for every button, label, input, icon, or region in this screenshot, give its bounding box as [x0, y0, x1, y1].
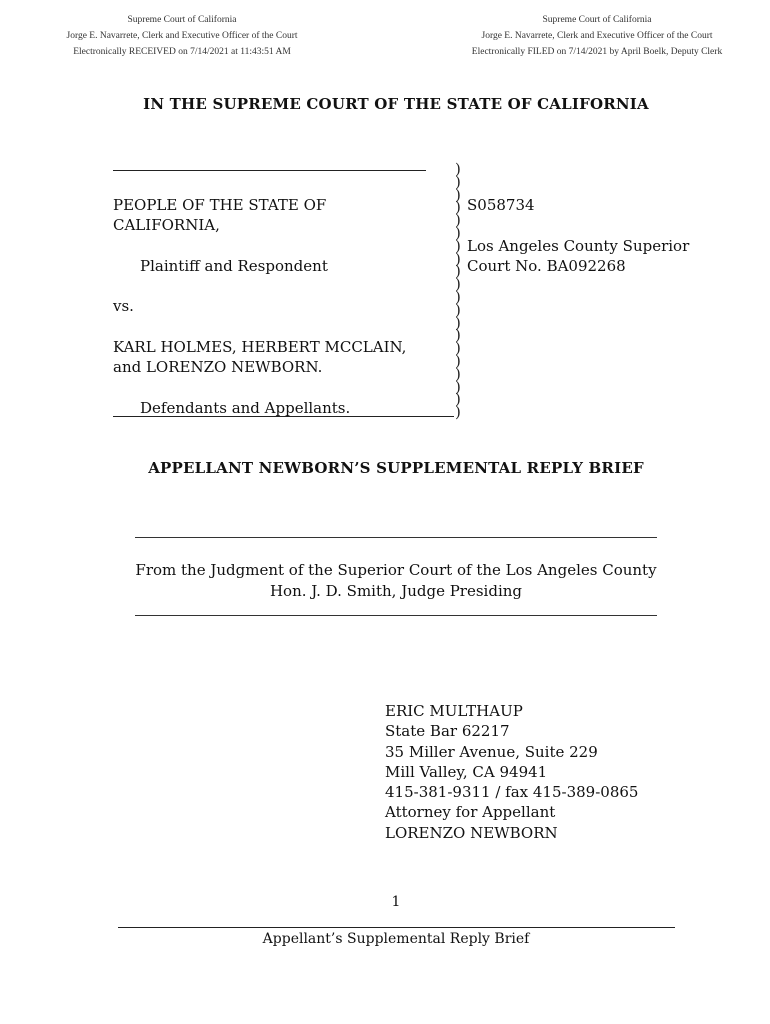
filed-stamp: [447, 12, 747, 60]
origin-block: [0, 560, 770, 602]
attorney-block: [385, 701, 638, 843]
lower-court-line2: Court No. BA092268: [467, 257, 626, 275]
attorney-client: LORENZO NEWBORN: [385, 823, 558, 842]
attorney-name: ERIC MULTHAUP: [385, 702, 523, 720]
received-stamp-court: Supreme Court of California: [127, 15, 237, 25]
filed-stamp-date: Electronically FILED on 7/14/2021 by April Boelk, Deputy Clerk: [471, 47, 723, 57]
origin-top-rule: [135, 537, 657, 538]
origin-line2: Hon. J. D. Smith, Judge Presiding: [269, 582, 523, 600]
caption-paren-column: ) ) ) ) ) ) ) ) ) ) ) ) ) ) ) ) ) ) ) ): [455, 160, 461, 422]
page-number: 1: [391, 894, 401, 910]
court-title: IN THE SUPREME COURT OF THE STATE OF CALIFORNIA: [143, 95, 649, 113]
brief-title: APPELLANT NEWBORN’S SUPPLEMENTAL REPLY BRIEF: [148, 459, 644, 477]
plaintiff-role: Plaintiff and Respondent: [140, 257, 328, 275]
plaintiff-name-line2: CALIFORNIA,: [113, 216, 220, 234]
origin-bottom-rule: [135, 615, 657, 616]
attorney-address2: Mill Valley, CA 94941: [385, 762, 548, 781]
plaintiff-name-line1: PEOPLE OF THE STATE OF: [113, 196, 327, 214]
versus-text: vs.: [113, 297, 134, 315]
origin-line1: From the Judgment of the Superior Court of the Los Angeles County: [135, 561, 657, 579]
attorney-bar-number: State Bar 62217: [385, 722, 510, 741]
received-stamp-date: Electronically RECEIVED on 7/14/2021 at 11:43:51 AM: [73, 47, 291, 57]
defendants-role: Defendants and Appellants.: [140, 399, 351, 417]
lower-court-line1: Los Angeles County Superior: [467, 237, 690, 255]
received-stamp-clerk: Jorge E. Navarrete, Clerk and Executive Officer of the Court: [66, 31, 298, 41]
caption-top-rule: [113, 170, 426, 171]
attorney-address1: 35 Miller Avenue, Suite 229: [385, 742, 598, 761]
defendants-name-line1: KARL HOLMES, HERBERT MCCLAIN,: [113, 338, 407, 356]
attorney-role: Attorney for Appellant: [385, 803, 556, 822]
footer-rule: [118, 927, 675, 928]
filed-stamp-court: Supreme Court of California: [542, 15, 652, 25]
footer-text: Appellant’s Supplemental Reply Brief: [262, 931, 530, 947]
caption-bottom-rule: [113, 416, 454, 417]
received-stamp: [32, 12, 332, 60]
filed-stamp-clerk: Jorge E. Navarrete, Clerk and Executive Officer of the Court: [481, 31, 713, 41]
defendants-name-line2: and LORENZO NEWBORN.: [113, 358, 323, 376]
attorney-phone: 415-381-9311 / fax 415-389-0865: [385, 783, 639, 802]
case-number: S058734: [467, 196, 535, 214]
